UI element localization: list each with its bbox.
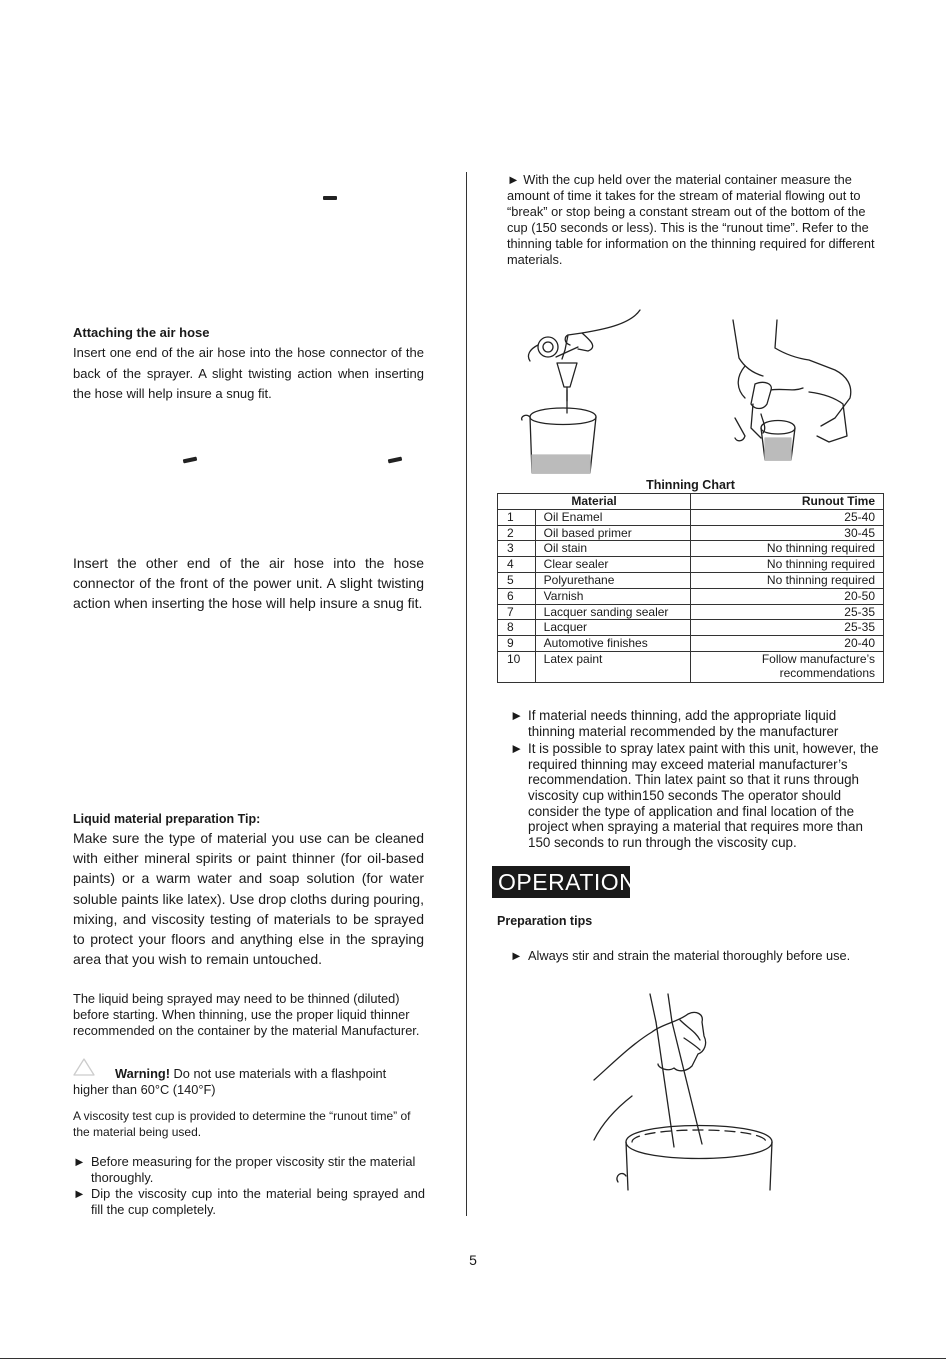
warning-body: Do not use materials with a flashpoint higher than 60°C (140°F) bbox=[73, 1066, 387, 1097]
prep-tips-heading: Preparation tips bbox=[497, 914, 593, 928]
row-runout: 25-40 bbox=[691, 509, 884, 525]
left-bullet-list bbox=[73, 1154, 425, 1218]
table-row bbox=[498, 509, 884, 525]
warning-label: Warning! bbox=[115, 1066, 170, 1081]
list-item: ► It is possible to spray latex paint with this unit, however, the required thinning may exceed material manufacturer’s recommendation. Thin latex paint so that it runs through viscosity cup within150 seconds The operator should consider the type of application and final location of the project when spraying a material that requires more than 150 seconds to run through the viscosity cup. bbox=[510, 741, 879, 850]
row-material: Lacquer sanding sealer bbox=[535, 604, 690, 620]
row-material: Oil based primer bbox=[535, 525, 690, 541]
row-runout: No thinning required bbox=[691, 557, 884, 573]
bullet-arrow-icon: ► bbox=[510, 741, 524, 757]
row-runout: No thinning required bbox=[691, 572, 884, 588]
thinning-intro-text: The liquid being sprayed may need to be thinned (diluted) before starting. When thinning, use the proper liquid thinner recommended on the container by the material Manufacturer. bbox=[73, 991, 420, 1038]
table-row bbox=[498, 636, 884, 652]
row-number: 3 bbox=[498, 541, 536, 557]
row-material: Lacquer bbox=[535, 620, 690, 636]
row-runout: No thinning required bbox=[691, 541, 884, 557]
page-number: 5 bbox=[469, 1252, 477, 1268]
bottom-rule bbox=[0, 1358, 946, 1359]
row-material: Varnish bbox=[535, 588, 690, 604]
row-number: 2 bbox=[498, 525, 536, 541]
column-divider bbox=[466, 172, 467, 1216]
thinning-chart-caption: Thinning Chart bbox=[646, 478, 735, 492]
table-row bbox=[498, 557, 884, 573]
table-row bbox=[498, 525, 884, 541]
bullet-arrow-icon: ► bbox=[73, 1186, 86, 1201]
figure-marker-1 bbox=[323, 196, 337, 200]
attach-hose-heading: Attaching the air hose bbox=[73, 325, 210, 340]
liquid-prep-text: Make sure the type of material you use can be cleaned with either mineral spirits or paint thinner (for oil-based paints) or a warm water and soap solution (for water soluble paints like latex). Use drop cloths during pouring, mixing, and viscosity testing of materials to be sprayed to protect your floors and anything else in the spraying area that you wish to remain untouched. bbox=[73, 830, 424, 968]
table-row bbox=[498, 604, 884, 620]
row-number: 9 bbox=[498, 636, 536, 652]
row-material: Clear sealer bbox=[535, 557, 690, 573]
viscosity-cup-illustration bbox=[520, 305, 670, 475]
row-material: Automotive finishes bbox=[535, 636, 690, 652]
table-row bbox=[498, 572, 884, 588]
figure-marker-3 bbox=[388, 457, 403, 464]
warning-icon bbox=[73, 1064, 115, 1078]
row-number: 1 bbox=[498, 509, 536, 525]
bullet-arrow-icon: ► bbox=[73, 1154, 86, 1169]
bullet-arrow-icon: ► bbox=[510, 948, 523, 963]
liquid-prep-heading: Liquid material preparation Tip: bbox=[73, 812, 261, 826]
other-end-text: Insert the other end of the air hose into the hose connector of the front of the power unit. A slight twisting action when inserting the hose will help insure a snug fit. bbox=[73, 555, 424, 612]
table-row bbox=[498, 541, 884, 557]
row-runout: 25-35 bbox=[691, 604, 884, 620]
viscosity-text: A viscosity test cup is provided to determine the “runout time” of the material being used. bbox=[73, 1109, 411, 1139]
attach-hose-text: Insert one end of the air hose into the hose connector of the back of the sprayer. A slight twisting action when inserting the hose will help insure a snug fit. bbox=[73, 345, 424, 401]
pouring-person-illustration bbox=[725, 318, 865, 468]
row-runout: 20-50 bbox=[691, 588, 884, 604]
table-header-row bbox=[498, 494, 884, 510]
table-row bbox=[498, 620, 884, 636]
list-item: ► Always stir and strain the material thoroughly before use. bbox=[510, 948, 851, 963]
row-number: 8 bbox=[498, 620, 536, 636]
list-item: ► Dip the viscosity cup into the material being sprayed and fill the cup completely. bbox=[73, 1186, 425, 1217]
list-item: ► If material needs thinning, add the appropriate liquid thinning material recommended by the manufacturer bbox=[510, 708, 839, 739]
row-runout: 20-40 bbox=[691, 636, 884, 652]
prep-tip-bullet bbox=[510, 948, 884, 963]
thinning-chart-table bbox=[497, 493, 884, 683]
warning-text bbox=[73, 1064, 425, 1098]
stirring-bucket-illustration bbox=[592, 992, 792, 1192]
row-number: 5 bbox=[498, 572, 536, 588]
row-material: Oil stain bbox=[535, 541, 690, 557]
runout-instruction: ► With the cup held over the material container measure the amount of time it takes for the stream of material flowing out to “break” or stop being a constant stream out of the bottom of the cup (150 seconds or less). This is the “runout time”. Refer to the thinning table for information on the thinning required for different materials. bbox=[507, 172, 875, 267]
table-row bbox=[498, 588, 884, 604]
list-item: ► Before measuring for the proper viscosity stir the material thoroughly. bbox=[73, 1154, 416, 1185]
row-material: Polyurethane bbox=[535, 572, 690, 588]
row-number: 4 bbox=[498, 557, 536, 573]
table-row bbox=[498, 651, 884, 682]
column-header-runout: Runout Time bbox=[691, 494, 884, 510]
row-runout: Follow manufacture’s recommendations bbox=[691, 651, 884, 682]
operation-banner: OPERATION bbox=[492, 866, 630, 898]
figure-marker-2 bbox=[183, 457, 198, 464]
row-material: Oil Enamel bbox=[535, 509, 690, 525]
bullet-arrow-icon: ► bbox=[510, 708, 524, 723]
row-material: Latex paint bbox=[535, 651, 690, 682]
right-bullet-list bbox=[510, 708, 884, 850]
row-runout: 30-45 bbox=[691, 525, 884, 541]
row-number: 10 bbox=[498, 651, 536, 682]
row-number: 7 bbox=[498, 604, 536, 620]
row-runout: 25-35 bbox=[691, 620, 884, 636]
column-header-material: Material bbox=[498, 494, 691, 510]
row-number: 6 bbox=[498, 588, 536, 604]
bullet-arrow-icon: ► bbox=[507, 172, 520, 187]
